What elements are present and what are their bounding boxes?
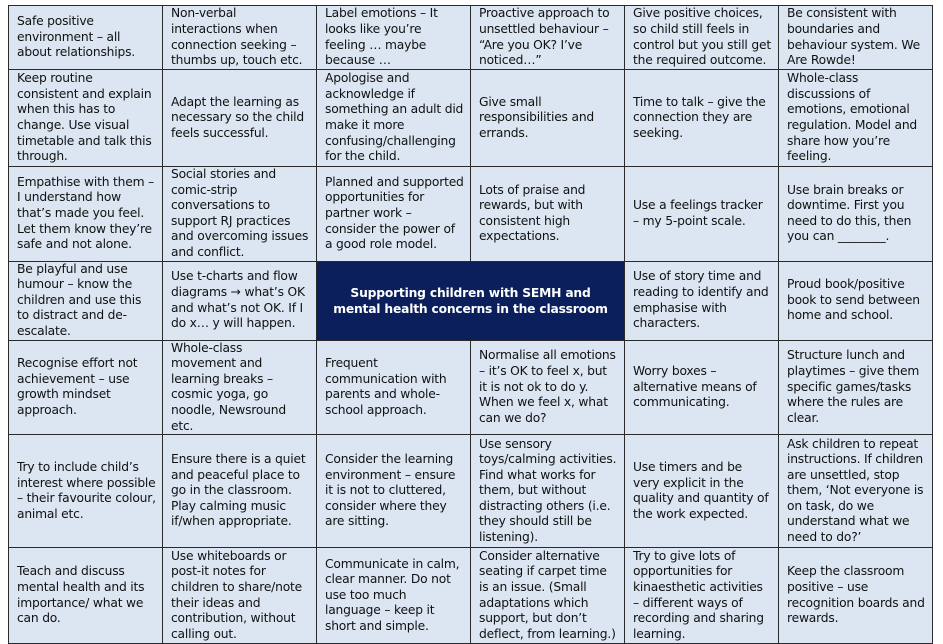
strategy-cell: Adapt the learning as necessary so the child feels successful. xyxy=(163,70,317,167)
strategy-cell: Communicate in calm, clear manner. Do not use too much language – keep it short and simple. xyxy=(317,548,471,644)
grid-row xyxy=(9,340,933,435)
strategy-cell: Ask children to repeat instructions. If children are unsettled, stop them, ‘Not everyone is on task, do we understand what we need to do?’ xyxy=(779,435,933,548)
strategy-cell: Use a feelings tracker – my 5-point scale. xyxy=(625,167,779,262)
strategy-cell: Keep routine consistent and explain when this has to change. Use visual timetable and talk this through. xyxy=(9,70,163,167)
strategy-cell: Frequent communication with parents and whole-school approach. xyxy=(317,340,471,435)
strategy-cell: Time to talk – give the connection they are seeking. xyxy=(625,70,779,167)
strategy-cell: Safe positive environment – all about relationships. xyxy=(9,6,163,70)
grid-row xyxy=(9,167,933,262)
strategy-cell: Ensure there is a quiet and peaceful place to go in the classroom. Play calming music if/when appropriate. xyxy=(163,435,317,548)
strategy-cell: Consider alternative seating if carpet time is an issue. (Small adaptations which support, but don’t deflect, from learning.) xyxy=(471,548,625,644)
strategy-cell: Give positive choices, so child still feels in control but you still get the required outcome. xyxy=(625,6,779,70)
strategy-cell: Worry boxes – alternative means of communicating. xyxy=(625,340,779,435)
strategy-cell: Planned and supported opportunities for partner work – consider the power of a good role model. xyxy=(317,167,471,262)
strategy-cell: Non-verbal interactions when connection seeking – thumbs up, touch etc. xyxy=(163,6,317,70)
strategy-cell: Social stories and comic-strip conversations to support RJ practices and overcoming issues and conflict. xyxy=(163,167,317,262)
grid-row xyxy=(9,548,933,644)
strategy-cell: Whole-class discussions of emotions, emotional regulation. Model and share how you’re feeling. xyxy=(779,70,933,167)
page-title: Supporting children with SEMH and mental health concerns in the classroom xyxy=(317,261,625,340)
strategy-cell: Be playful and use humour – know the children and use this to distract and de-escalate. xyxy=(9,261,163,340)
grid-row xyxy=(9,261,933,340)
strategy-cell: Use whiteboards or post-it notes for children to share/note their ideas and contribution, without calling out. xyxy=(163,548,317,644)
strategy-cell: Use t-charts and flow diagrams → what’s OK and what’s not OK. If I do x… y will happen. xyxy=(163,261,317,340)
strategy-cell: Proud book/positive book to send between home and school. xyxy=(779,261,933,340)
grid-row xyxy=(9,70,933,167)
strategy-cell: Give small responsibilities and errands. xyxy=(471,70,625,167)
strategy-cell: Use sensory toys/calming activities. Find what works for them, but without distracting others (i.e. they should still be listening). xyxy=(471,435,625,548)
grid-row xyxy=(9,6,933,70)
strategy-cell: Lots of praise and rewards, but with consistent high expectations. xyxy=(471,167,625,262)
strategy-cell: Recognise effort not achievement – use growth mindset approach. xyxy=(9,340,163,435)
strategy-cell: Use timers and be very explicit in the quality and quantity of the work expected. xyxy=(625,435,779,548)
grid-row xyxy=(9,435,933,548)
strategy-cell: Be consistent with boundaries and behaviour system. We Are Rowde! xyxy=(779,6,933,70)
strategy-cell: Teach and discuss mental health and its importance/ what we can do. xyxy=(9,548,163,644)
semh-strategy-grid xyxy=(8,5,933,644)
strategy-cell: Structure lunch and playtimes – give them specific games/tasks where the rules are clear. xyxy=(779,340,933,435)
strategy-cell: Normalise all emotions – it’s OK to feel x, but it is not ok to do y. When we feel x, what can we do? xyxy=(471,340,625,435)
strategy-cell: Whole-class movement and learning breaks – cosmic yoga, go noodle, Newsround etc. xyxy=(163,340,317,435)
strategy-cell: Apologise and acknowledge if something an adult did make it more confusing/challenging for the child. xyxy=(317,70,471,167)
strategy-cell: Proactive approach to unsettled behaviour – “Are you OK? I’ve noticed…” xyxy=(471,6,625,70)
strategy-cell: Consider the learning environment – ensure it is not to cluttered, consider where they are sitting. xyxy=(317,435,471,548)
strategy-cell: Keep the classroom positive – use recognition boards and rewards. xyxy=(779,548,933,644)
strategy-cell: Use of story time and reading to identify and emphasise with characters. xyxy=(625,261,779,340)
strategy-cell: Try to include child’s interest where possible – their favourite colour, animal etc. xyxy=(9,435,163,548)
strategy-cell: Try to give lots of opportunities for kinaesthetic activities – different ways of recording and sharing learning. xyxy=(625,548,779,644)
strategy-cell: Empathise with them – I understand how that’s made you feel. Let them know they’re safe and not alone. xyxy=(9,167,163,262)
strategy-cell: Use brain breaks or downtime. First you need to do this, then you can ________. xyxy=(779,167,933,262)
strategy-cell: Label emotions – It looks like you’re feeling … maybe because … xyxy=(317,6,471,70)
